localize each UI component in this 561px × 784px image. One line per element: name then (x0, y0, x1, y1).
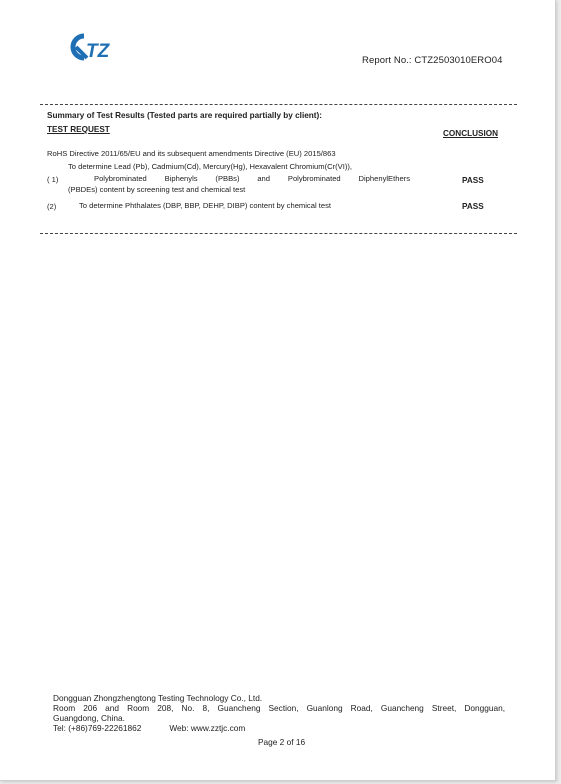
footer-company: Dongguan Zhongzhengtong Testing Technology Co., Ltd. (53, 693, 263, 703)
directive-text: RoHS Directive 2011/65/EU and its subsequent amendments Directive (EU) 2015/863 (47, 149, 336, 158)
summary-title: Summary of Test Results (Tested parts are required partially by client): (47, 111, 322, 120)
top-separator (40, 104, 517, 105)
footer-address-line-1: Room 206 and Room 208, No. 8, Guancheng Section, Guanlong Road, Guancheng Street, Dongguan, (53, 703, 505, 713)
item-1-line-3: (PBDEs) content by screening test and chemical test (68, 185, 246, 194)
footer-address-line-2: Guangdong, China. (53, 713, 125, 723)
item-2-result: PASS (462, 202, 484, 211)
item-2-line-1: To determine Phthalates (DBP, BBP, DEHP, DIBP) content by chemical test (79, 201, 331, 210)
item-1-line-1: To determine Lead (Pb), Cadmium(Cd), Mercury(Hg), Hexavalent Chromium(Cr(VI)), (68, 162, 352, 171)
ctz-logo (66, 30, 122, 64)
conclusion-heading: CONCLUSION (443, 129, 499, 138)
footer (53, 693, 505, 733)
svg-text:TZ: TZ (86, 41, 110, 62)
item-1-line-2: Polybrominated Biphenyls (PBBs) and Polybrominated DiphenylEthers (94, 174, 410, 183)
page-number: Page 2 of 16 (258, 737, 306, 747)
report-number: Report No.: CTZ2503010ERO04 (362, 55, 503, 66)
item-2-number: (2) (47, 202, 57, 211)
footer-web[interactable]: Web: www.zztjc.com (169, 723, 246, 733)
item-1-result: PASS (462, 176, 484, 185)
footer-tel: Tel: (+86)769-22261862 (53, 723, 142, 733)
test-request-heading: TEST REQUEST (47, 125, 110, 134)
bottom-separator (40, 233, 517, 234)
item-1-number: ( 1) (47, 175, 59, 184)
